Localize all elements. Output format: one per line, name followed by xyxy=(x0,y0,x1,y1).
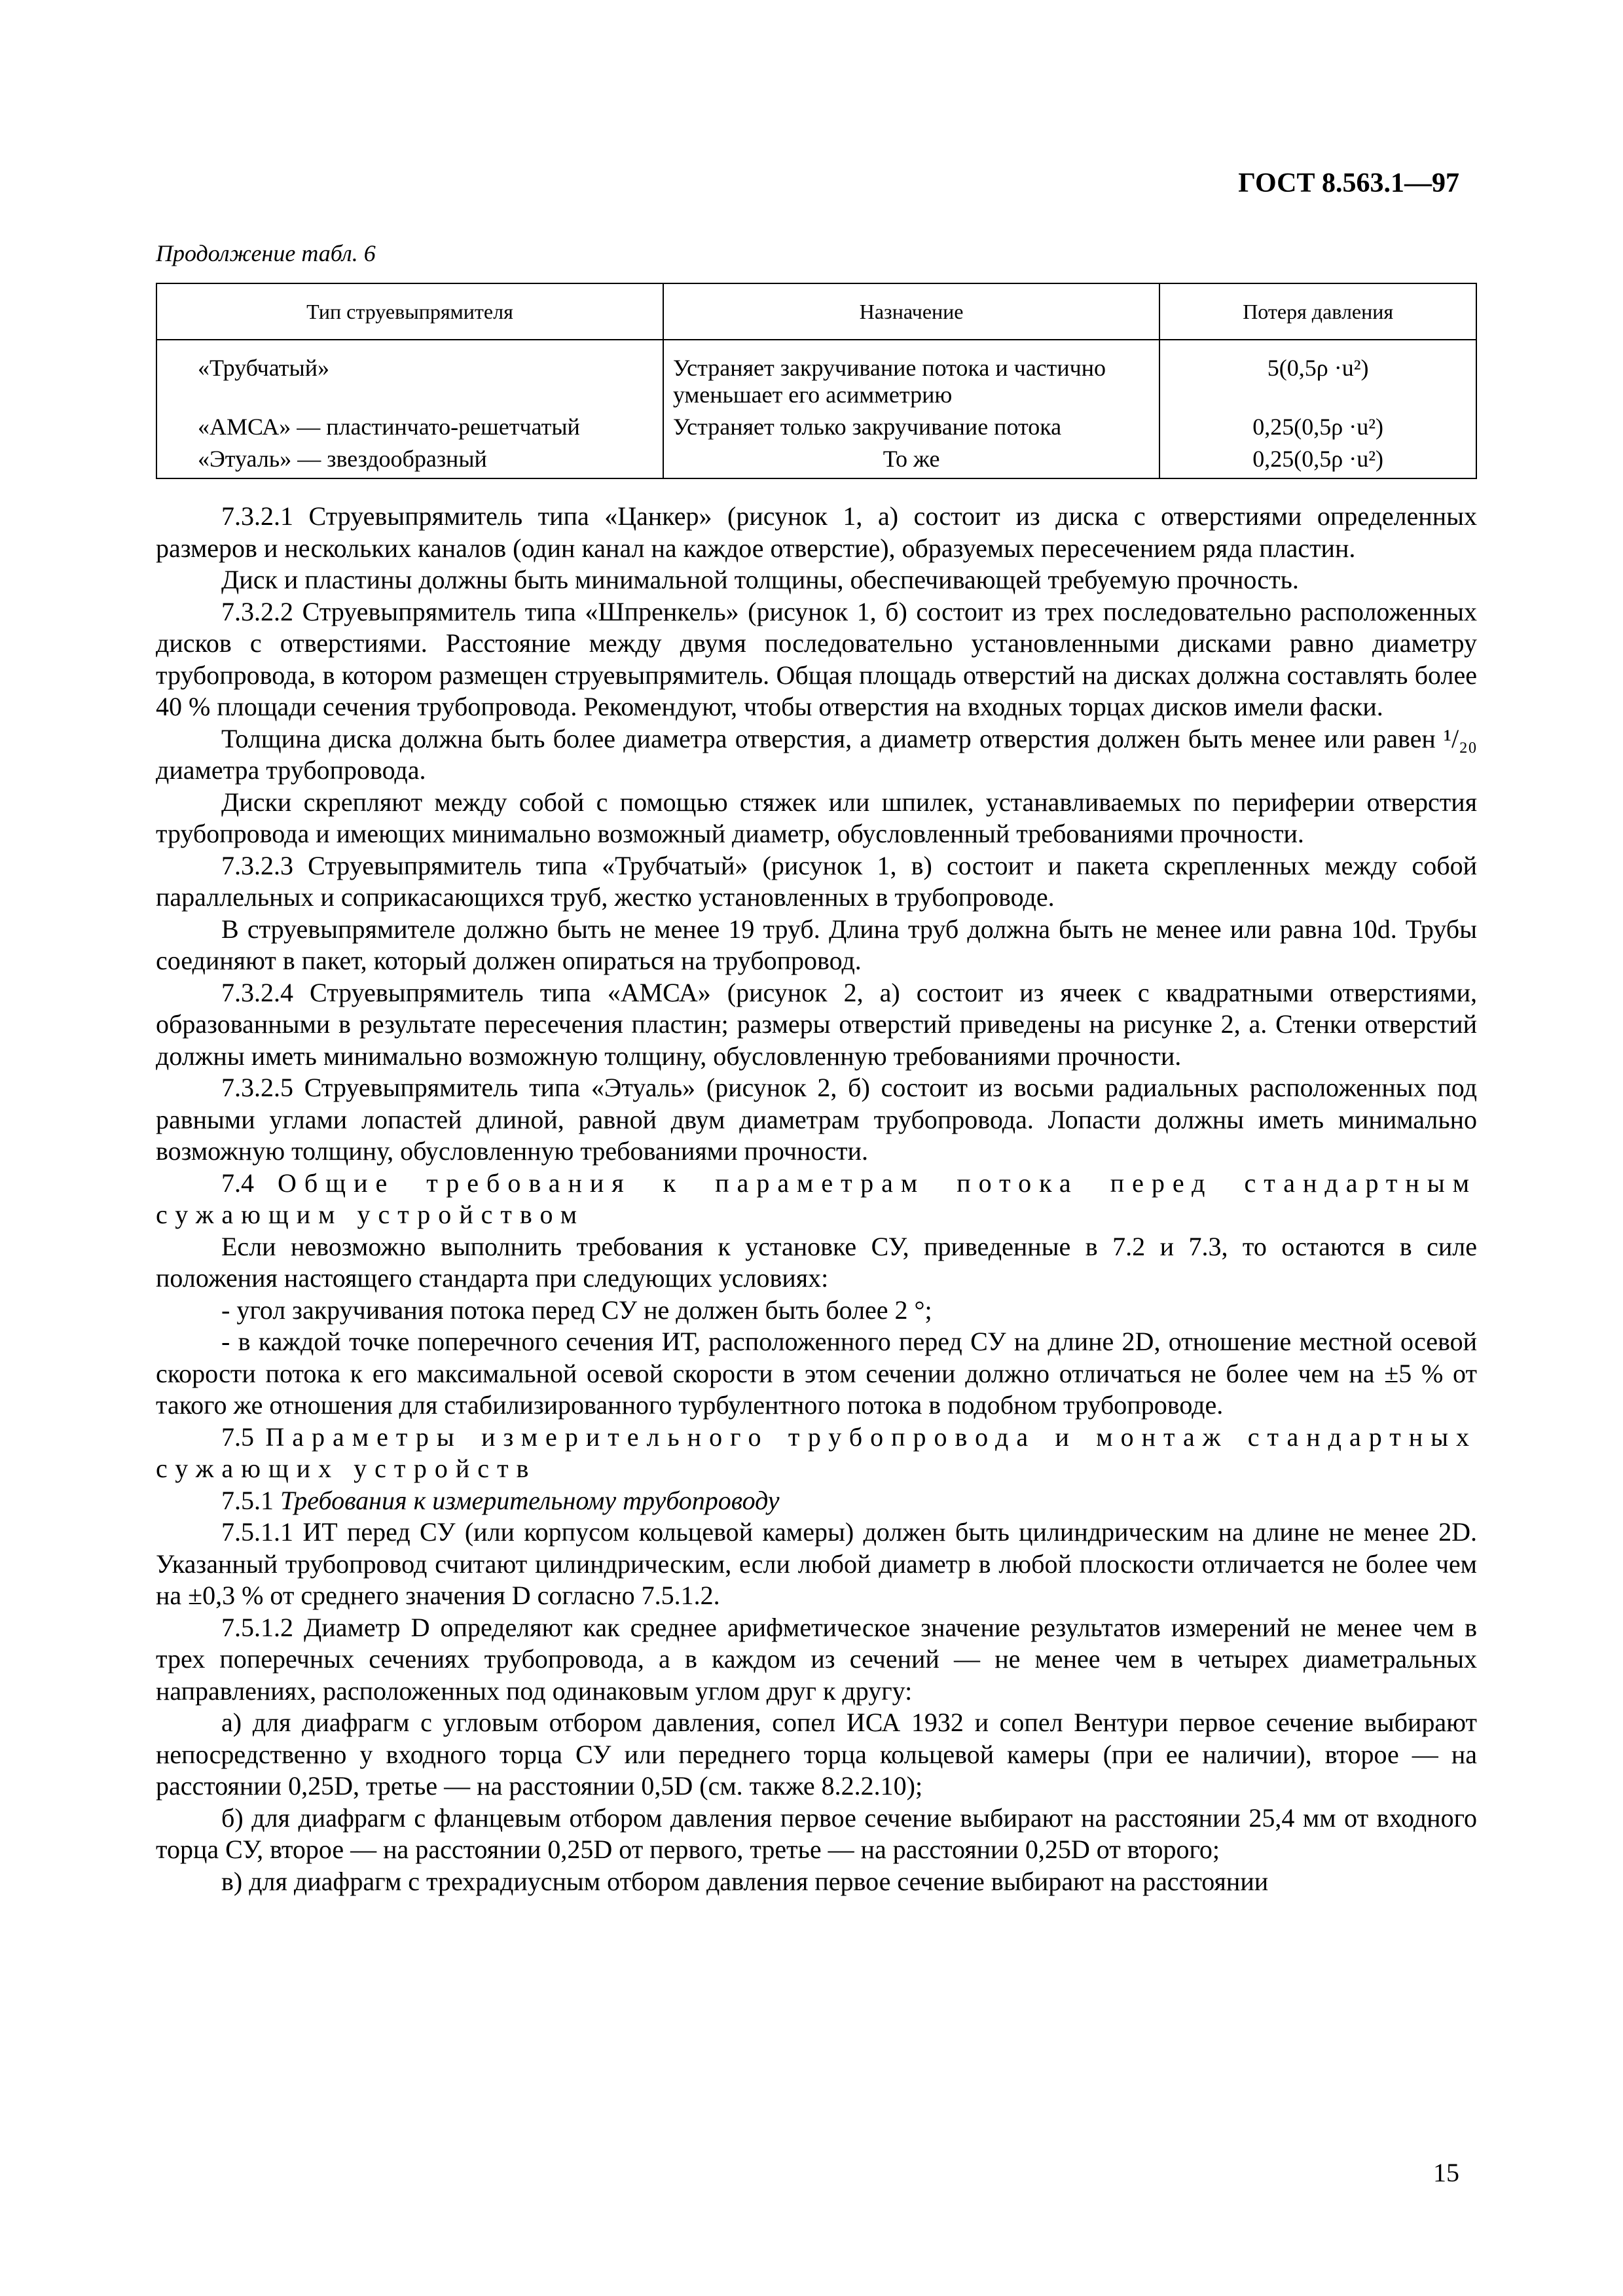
paragraph-7-5-1-1: 7.5.1.1 ИТ перед СУ (или корпусом кольцевой камеры) должен быть цилиндрическим на длине не менее 2D. Указанный трубопровод считают цилиндрическим, если любой диаметр в любой плоскости отличается не более чем на ±0,3 % от среднего значения D согласно 7.5.1.2. xyxy=(156,1517,1477,1610)
cell-type: «Трубчатый» xyxy=(156,340,663,414)
list-item-b: б) для диафрагм с фланцевым отбором давления первое сечение выбирают на расстоянии 25,4 мм от входного торца СУ, второе — на расстоянии 0,25D от первого, третье — на расстоянии 0,25D от второго; xyxy=(156,1803,1477,1864)
paragraph-7-3-2-2: 7.3.2.2 Струевыпрямитель типа «Шпренкель» (рисунок 1, б) состоит из трех последовательно расположенных дисков с отверстиями. Расстояние между двумя последовательно установленными дисками равно диаметру трубопровода, в котором размещен струевыпрямитель. Общая площадь отверстий на дисках должна составлять более 40 % площади сечения трубопровода. Рекомендуют, чтобы отверстия на входных торцах дисков имели фаски. xyxy=(156,596,1477,721)
table-row xyxy=(156,340,1476,414)
cell-purpose: Устраняет закручивание потока и частично уменьшает его асимметрию xyxy=(663,340,1159,414)
paragraph-7-3-2-5: 7.3.2.5 Струевыпрямитель типа «Этуаль» (рисунок 2, б) состоит из восьми радиальных расположенных под равными углами лопастей длиной, равной двум диаметрам трубопровода. Лопасти должны иметь минимально возможную толщину, обусловленную требованиями прочности. xyxy=(156,1073,1477,1166)
section-heading-7-5 xyxy=(156,1422,1477,1485)
paragraph: Толщина диска должна быть более диаметра отверстия, а диаметр отверстия должен быть менее или равен ¹/₂₀ диаметра трубопровода. xyxy=(156,723,1477,785)
paragraph-7-5-1-2: 7.5.1.2 Диаметр D определяют как среднее арифметическое значение результатов измерений не менее чем в трех поперечных сечениях трубопровода, а в каждом из сечений — не менее чем в четырех диаметральных направлениях, расположенных под одинаковым углом друг к другу: xyxy=(156,1612,1477,1706)
cell-pressure-loss: 0,25(0,5ρ ·u²) xyxy=(1159,446,1476,478)
paragraph: Диски скрепляют между собой с помощью стяжек или шпилек, устанавливаемых по периферии отверстия трубопровода и имеющих минимально возможный диаметр, обусловленный требованиями прочности. xyxy=(156,787,1477,848)
cell-type: «АМСА» — пластинчато-решетчатый xyxy=(156,414,663,446)
table-caption: Продолжение табл. 6 xyxy=(156,240,376,266)
paragraph: Диск и пластины должны быть минимальной толщины, обеспечивающей требуемую прочность. xyxy=(221,565,1299,594)
cell-pressure-loss: 5(0,5ρ ·u²) xyxy=(1159,340,1476,414)
paragraph-7-3-2-1: 7.3.2.1 Струевыпрямитель типа «Цанкер» (рисунок 1, а) состоит из диска с отверстиями определенных размеров и нескольких каналов (один канал на каждое отверстие), образуемых пересечением ряда пластин. xyxy=(156,501,1477,563)
standard-code: ГОСТ 8.563.1—97 xyxy=(1238,168,1459,198)
table-header-row xyxy=(156,283,1476,340)
body-text xyxy=(156,501,1477,1897)
paragraph-7-3-2-3: 7.3.2.3 Струевыпрямитель типа «Трубчатый» (рисунок 1, в) состоит и пакета скрепленных между собой параллельных и соприкасающихся труб, жестко установленных в трубопроводе. xyxy=(156,850,1477,912)
cell-purpose: Устраняет только закручивание потока xyxy=(663,414,1159,446)
cell-purpose: То же xyxy=(663,446,1159,478)
column-header-purpose: Назначение xyxy=(663,283,1159,340)
section-number: 7.5 xyxy=(221,1422,254,1452)
list-item-a: а) для диафрагм с угловым отбором давления, сопел ИСА 1932 и сопел Вентури первое сечение выбирают непосредственно у входного торца СУ или переднего торца кольцевой камеры (при ее наличии), второе — на расстоянии 0,25D, третье — на расстоянии 0,5D (см. также 8.2.2.10); xyxy=(156,1708,1477,1801)
page-number: 15 xyxy=(1433,2158,1459,2187)
section-number: 7.4 xyxy=(221,1168,254,1198)
column-header-type: Тип струевыпрямителя xyxy=(156,283,663,340)
table-6-continuation xyxy=(156,283,1477,479)
section-title: Общие требования к параметрам потока перед стандартным сужающим устройством xyxy=(156,1168,1478,1229)
section-title: Параметры измерительного трубопровода и монтаж стандартных сужающих устройств xyxy=(156,1422,1478,1483)
section-heading-7-4 xyxy=(156,1168,1477,1231)
list-item: - угол закручивания потока перед СУ не должен быть более 2 °; xyxy=(221,1295,932,1325)
list-item-v: в) для диафрагм с трехрадиусным отбором давления первое сечение выбирают на расстоянии xyxy=(221,1866,1269,1896)
paragraph: В струевыпрямителе должно быть не менее 19 труб. Длина труб должна быть не менее или равна 10d. Трубы соединяют в пакет, который должен опираться на трубопровод. xyxy=(156,914,1477,975)
table-row xyxy=(156,446,1476,478)
list-item: - в каждой точке поперечного сечения ИТ, расположенного перед СУ на длине 2D, отношение местной осевой скорости потока к его максимальной осевой скорости в этом сечении должно отличаться не более чем на ±5 % от такого же отношения для стабилизированного турбулентного потока в подобном трубопроводе. xyxy=(156,1327,1477,1420)
cell-pressure-loss: 0,25(0,5ρ ·u²) xyxy=(1159,414,1476,446)
subsection-heading-7-5-1 xyxy=(156,1485,1477,1517)
paragraph-7-3-2-4: 7.3.2.4 Струевыпрямитель типа «АМСА» (рисунок 2, а) состоит из ячеек с квадратными отверстиями, образованными в результате пересечения пластин; размеры отверстий приведены на рисунке 2, а. Стенки отверстий должны иметь минимально возможную толщину, обусловленную требованиями прочности. xyxy=(156,977,1477,1071)
column-header-pressure-loss: Потеря давления xyxy=(1159,283,1476,340)
cell-type: «Этуаль» — звездообразный xyxy=(156,446,663,478)
table-row xyxy=(156,414,1476,446)
paragraph: Если невозможно выполнить требования к установке СУ, приведенные в 7.2 и 7.3, то остаются в силе положения настоящего стандарта при следующих условиях: xyxy=(156,1231,1477,1293)
section-number: 7.5.1 xyxy=(221,1485,274,1515)
section-title: Требования к измерительному трубопроводу xyxy=(280,1485,780,1515)
